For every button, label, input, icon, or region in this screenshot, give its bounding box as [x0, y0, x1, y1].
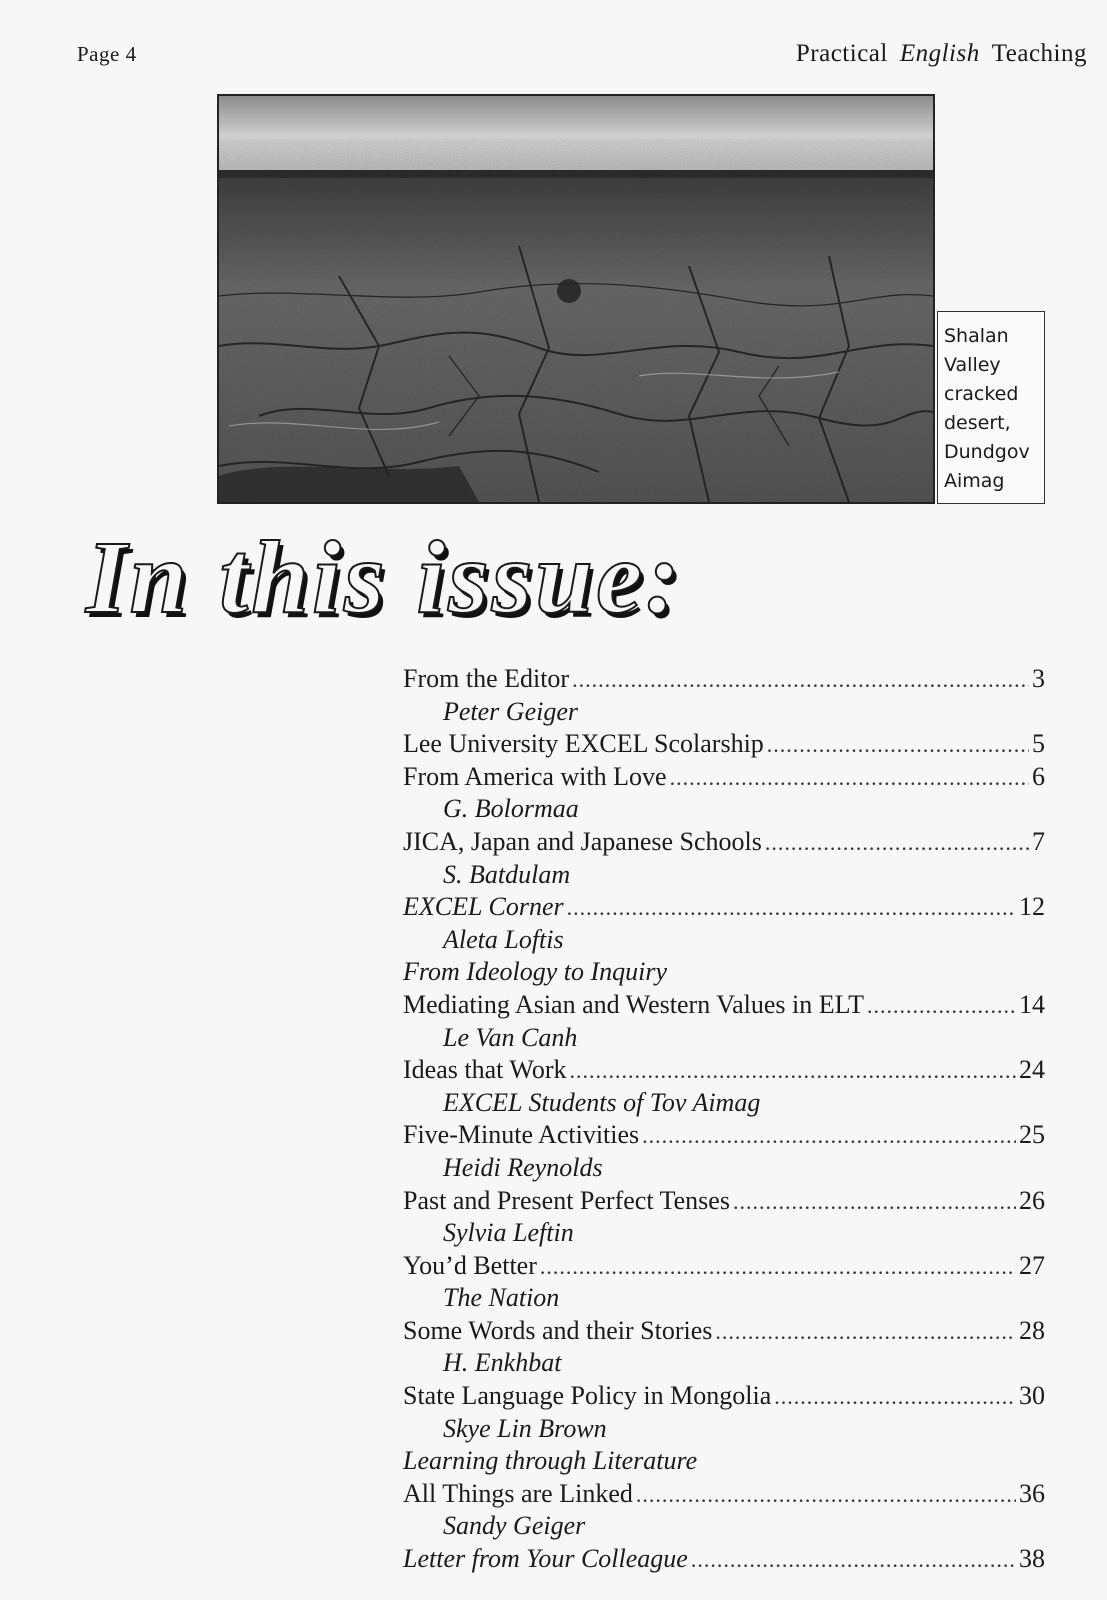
dot-leader	[691, 1547, 1016, 1573]
toc-entry-author: Skye Lin Brown	[443, 1413, 607, 1443]
desert-photo	[217, 94, 935, 504]
dot-leader	[670, 765, 1029, 791]
caption-line: Shalan	[944, 325, 1009, 347]
dot-leader	[733, 1189, 1016, 1215]
dot-leader	[867, 993, 1016, 1019]
toc-entry[interactable]	[403, 892, 1045, 925]
dot-leader	[767, 732, 1029, 758]
journal-name-part3: Teaching	[991, 40, 1087, 67]
dot-leader	[540, 1254, 1016, 1280]
toc-entry[interactable]	[403, 827, 1045, 860]
dot-leader	[774, 1384, 1016, 1410]
journal-name	[796, 40, 1087, 68]
toc-entry[interactable]	[403, 1120, 1045, 1153]
toc-entry-page: 38	[1019, 1544, 1045, 1574]
caption-line: Valley	[944, 354, 1001, 376]
toc-entry-page: 5	[1032, 729, 1045, 759]
toc-entry-page: 14	[1019, 989, 1045, 1019]
dot-leader	[642, 1123, 1016, 1149]
toc-entry-title: State Language Policy in Mongolia	[403, 1381, 772, 1411]
toc-entry-page: 7	[1032, 826, 1045, 856]
dot-leader	[715, 1319, 1016, 1345]
toc-entry[interactable]	[403, 1186, 1045, 1219]
toc-entry-title: Some Words and their Stories	[403, 1315, 713, 1345]
toc-section-heading: Learning through Literature	[403, 1446, 698, 1476]
toc-entry-title: Ideas that Work	[403, 1055, 567, 1085]
toc-entry-author: Le Van Canh	[443, 1022, 578, 1052]
toc-entry-title: Letter from Your Colleague	[403, 1544, 688, 1574]
toc-entry-title: Past and Present Perfect Tenses	[403, 1185, 730, 1215]
caption-line: cracked	[944, 383, 1019, 405]
table-of-contents	[403, 664, 1045, 1577]
dot-leader	[572, 667, 1029, 693]
caption-line: Aimag	[944, 470, 1005, 492]
dot-leader	[765, 830, 1029, 856]
toc-entry-title: You’d Better	[403, 1250, 537, 1280]
page-title: In this issue:	[86, 520, 683, 635]
toc-entry-page: 24	[1019, 1055, 1045, 1085]
toc-entry-author: The Nation	[443, 1283, 560, 1313]
toc-entry-title: All Things are Linked	[403, 1478, 633, 1508]
dot-leader	[570, 1058, 1017, 1084]
toc-entry-page: 3	[1032, 664, 1045, 693]
toc-entry-title: Five-Minute Activities	[403, 1120, 640, 1150]
toc-entry-page: 30	[1019, 1381, 1045, 1411]
toc-entry-author: Aleta Loftis	[443, 924, 564, 954]
caption-line: Dundgov	[944, 441, 1030, 463]
toc-entry-author: G. Bolormaa	[443, 794, 579, 824]
journal-name-part2: English	[899, 40, 980, 67]
toc-entry-page: 25	[1019, 1120, 1045, 1150]
toc-entry-title: Lee University EXCEL Scolarship	[403, 729, 764, 759]
toc-entry-author: EXCEL Students of Tov Aimag	[443, 1087, 761, 1117]
toc-entry[interactable]	[403, 1251, 1045, 1284]
toc-entry-author: H. Enkhbat	[443, 1348, 562, 1378]
toc-entry-title: Mediating Asian and Western Values in ELT	[403, 989, 865, 1019]
toc-entry-title: From America with Love	[403, 761, 667, 791]
photo-caption	[937, 311, 1045, 504]
toc-entry-author: Heidi Reynolds	[443, 1152, 603, 1182]
toc-entry-title: JICA, Japan and Japanese Schools	[403, 826, 762, 856]
toc-entry-title: EXCEL Corner	[403, 892, 564, 922]
page-number: Page 4	[77, 42, 137, 66]
caption-line: desert,	[944, 412, 1011, 434]
dot-leader	[636, 1482, 1016, 1508]
toc-entry-author: Peter Geiger	[443, 696, 579, 726]
toc-entry[interactable]	[403, 1544, 1045, 1577]
toc-entry[interactable]	[403, 1381, 1045, 1414]
toc-entry[interactable]	[403, 664, 1045, 697]
toc-section-heading: From Ideology to Inquiry	[403, 957, 668, 987]
toc-entry-author: S. Batdulam	[443, 859, 571, 889]
toc-entry[interactable]	[403, 1316, 1045, 1349]
toc-entry-author: Sylvia Leftin	[443, 1218, 574, 1248]
toc-entry[interactable]	[403, 990, 1045, 1023]
toc-entry[interactable]	[403, 762, 1045, 795]
journal-name-part1: Practical	[795, 40, 888, 67]
toc-entry-page: 27	[1019, 1250, 1045, 1280]
toc-entry-page: 6	[1032, 761, 1045, 791]
toc-entry-title: From the Editor	[403, 664, 570, 693]
toc-entry-page: 36	[1019, 1478, 1045, 1508]
toc-entry-page: 28	[1019, 1315, 1045, 1345]
toc-entry-page: 26	[1019, 1185, 1045, 1215]
toc-entry[interactable]	[403, 1479, 1045, 1512]
toc-entry[interactable]	[403, 729, 1045, 762]
toc-entry-page: 12	[1019, 892, 1045, 922]
dot-leader	[567, 895, 1016, 921]
toc-entry-author: Sandy Geiger	[443, 1511, 586, 1541]
toc-entry[interactable]	[403, 1055, 1045, 1088]
